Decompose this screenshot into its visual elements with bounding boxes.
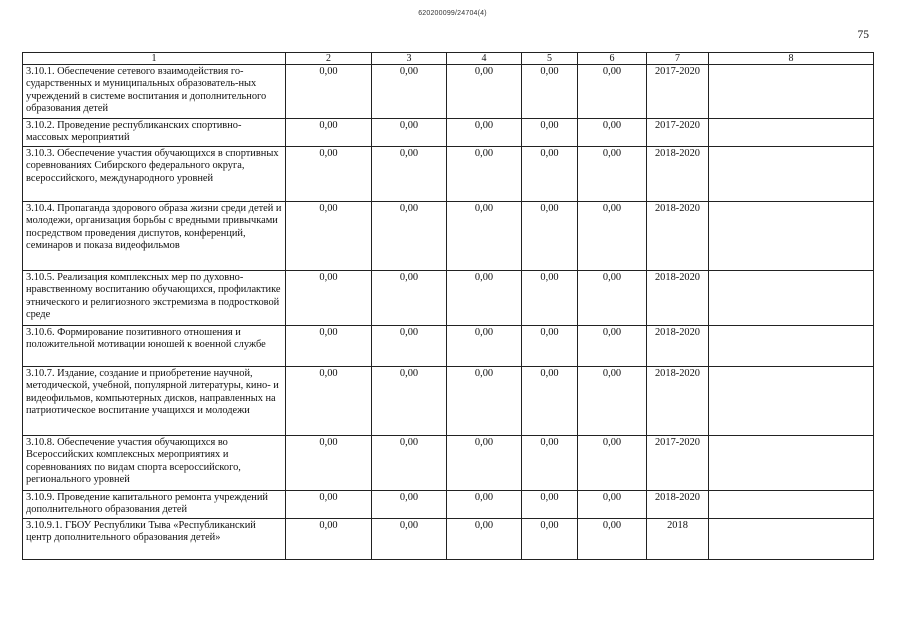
row-value-cell: 0,00	[578, 147, 647, 202]
row-value-cell: 0,00	[372, 271, 447, 326]
row-description-cell: 3.10.3. Обеспечение участия обучающихся в спортивных соревнованиях Сибирского федерального округа, всероссийского, международного уровней	[23, 147, 286, 202]
row-value-cell: 0,00	[286, 436, 372, 491]
table-row	[23, 519, 874, 560]
page-number: 75	[857, 29, 869, 41]
table-row	[23, 326, 874, 367]
row-value-cell: 2018	[647, 519, 709, 560]
budget-table	[22, 52, 874, 560]
row-value-cell: 0,00	[372, 202, 447, 271]
row-value-cell: 0,00	[286, 202, 372, 271]
column-header: 7	[647, 53, 709, 65]
row-value-cell: 2018-2020	[647, 326, 709, 367]
row-value-cell: 0,00	[286, 119, 372, 147]
row-description-cell: 3.10.8. Обеспечение участия обучающихся во Всероссийских комплексных мероприятиях и соревнованиях по видам спорта всероссийского, регионального уровней	[23, 436, 286, 491]
row-value-cell: 0,00	[286, 147, 372, 202]
row-value-cell: 0,00	[522, 326, 578, 367]
row-value-cell: 0,00	[372, 491, 447, 519]
row-value-cell: 0,00	[447, 519, 522, 560]
row-value-cell: 0,00	[522, 519, 578, 560]
row-value-cell: 0,00	[522, 436, 578, 491]
row-description-cell: 3.10.4. Пропаганда здорового образа жизни среди детей и молодежи, организация борьбы с вредными привычками посредством проведения диспутов, конференций, семинаров и показа видеофильмов	[23, 202, 286, 271]
row-value-cell: 0,00	[372, 367, 447, 436]
row-value-cell: 0,00	[286, 519, 372, 560]
table-row	[23, 367, 874, 436]
document-id: 620200099/24704(4)	[418, 10, 487, 17]
row-value-cell	[709, 202, 874, 271]
row-value-cell: 2018-2020	[647, 271, 709, 326]
row-value-cell	[709, 326, 874, 367]
table-row	[23, 436, 874, 491]
row-value-cell: 0,00	[447, 271, 522, 326]
row-value-cell: 0,00	[447, 326, 522, 367]
row-value-cell: 0,00	[578, 491, 647, 519]
row-description-cell: 3.10.1. Обеспечение сетевого взаимодействия го-сударственных и муниципальных образователь-ных учреждений в системе воспитания и дополнительного образования детей	[23, 65, 286, 119]
row-value-cell: 0,00	[522, 367, 578, 436]
row-value-cell	[709, 519, 874, 560]
row-value-cell: 2017-2020	[647, 436, 709, 491]
row-value-cell	[709, 147, 874, 202]
row-description-cell: 3.10.5. Реализация комплексных мер по духовно-нравственному воспитанию обучающихся, профилактике этнического и религиозного экстремизма в подростковой среде	[23, 271, 286, 326]
row-value-cell: 0,00	[447, 436, 522, 491]
row-value-cell: 0,00	[286, 491, 372, 519]
row-value-cell: 0,00	[578, 65, 647, 119]
row-value-cell: 0,00	[447, 65, 522, 119]
row-value-cell: 0,00	[447, 202, 522, 271]
table-row	[23, 491, 874, 519]
row-value-cell	[709, 271, 874, 326]
row-value-cell	[709, 65, 874, 119]
table-row	[23, 147, 874, 202]
column-header: 5	[522, 53, 578, 65]
row-value-cell: 0,00	[286, 271, 372, 326]
row-value-cell: 0,00	[578, 519, 647, 560]
row-value-cell: 2018-2020	[647, 202, 709, 271]
row-value-cell: 0,00	[372, 436, 447, 491]
row-value-cell: 0,00	[286, 367, 372, 436]
row-value-cell: 0,00	[372, 519, 447, 560]
row-value-cell: 0,00	[522, 271, 578, 326]
row-value-cell: 0,00	[522, 202, 578, 271]
row-value-cell: 0,00	[578, 436, 647, 491]
row-value-cell: 0,00	[286, 65, 372, 119]
column-header: 1	[23, 53, 286, 65]
row-value-cell: 0,00	[578, 119, 647, 147]
row-value-cell: 0,00	[372, 147, 447, 202]
row-value-cell: 2018-2020	[647, 367, 709, 436]
row-description-cell: 3.10.7. Издание, создание и приобретение научной, методической, учебной, популярной литературы, кино- и видеофильмов, компьютерных дисков, направленных на патриотическое воспитание учащихся и молодежи	[23, 367, 286, 436]
row-value-cell: 0,00	[372, 326, 447, 367]
row-description-cell: 3.10.9. Проведение капитального ремонта учреждений дополнительного образования детей	[23, 491, 286, 519]
row-value-cell: 0,00	[578, 202, 647, 271]
row-value-cell: 0,00	[447, 491, 522, 519]
column-header: 6	[578, 53, 647, 65]
row-value-cell: 0,00	[522, 491, 578, 519]
row-value-cell: 2018-2020	[647, 147, 709, 202]
row-value-cell: 0,00	[447, 147, 522, 202]
row-value-cell	[709, 367, 874, 436]
row-value-cell: 2017-2020	[647, 65, 709, 119]
row-value-cell	[709, 491, 874, 519]
column-header: 8	[709, 53, 874, 65]
row-description-cell: 3.10.2. Проведение республиканских спортивно-массовых мероприятий	[23, 119, 286, 147]
row-value-cell: 0,00	[372, 65, 447, 119]
row-value-cell: 0,00	[447, 367, 522, 436]
row-value-cell: 0,00	[372, 119, 447, 147]
row-value-cell: 0,00	[522, 65, 578, 119]
row-value-cell: 0,00	[286, 326, 372, 367]
column-header: 4	[447, 53, 522, 65]
table-row	[23, 202, 874, 271]
row-value-cell: 0,00	[578, 367, 647, 436]
column-header: 2	[286, 53, 372, 65]
table-row	[23, 119, 874, 147]
row-value-cell: 2018-2020	[647, 491, 709, 519]
table-row	[23, 271, 874, 326]
column-header: 3	[372, 53, 447, 65]
column-number-row	[23, 53, 874, 65]
row-value-cell: 0,00	[522, 119, 578, 147]
row-value-cell	[709, 436, 874, 491]
row-value-cell: 0,00	[447, 119, 522, 147]
row-value-cell	[709, 119, 874, 147]
table-row	[23, 65, 874, 119]
row-description-cell: 3.10.6. Формирование позитивного отношения и положительной мотивации юношей к военной службе	[23, 326, 286, 367]
row-value-cell: 0,00	[522, 147, 578, 202]
row-value-cell: 2017-2020	[647, 119, 709, 147]
row-value-cell: 0,00	[578, 326, 647, 367]
row-description-cell: 3.10.9.1. ГБОУ Республики Тыва «Республиканский центр дополнительного образования детей»	[23, 519, 286, 560]
row-value-cell: 0,00	[578, 271, 647, 326]
